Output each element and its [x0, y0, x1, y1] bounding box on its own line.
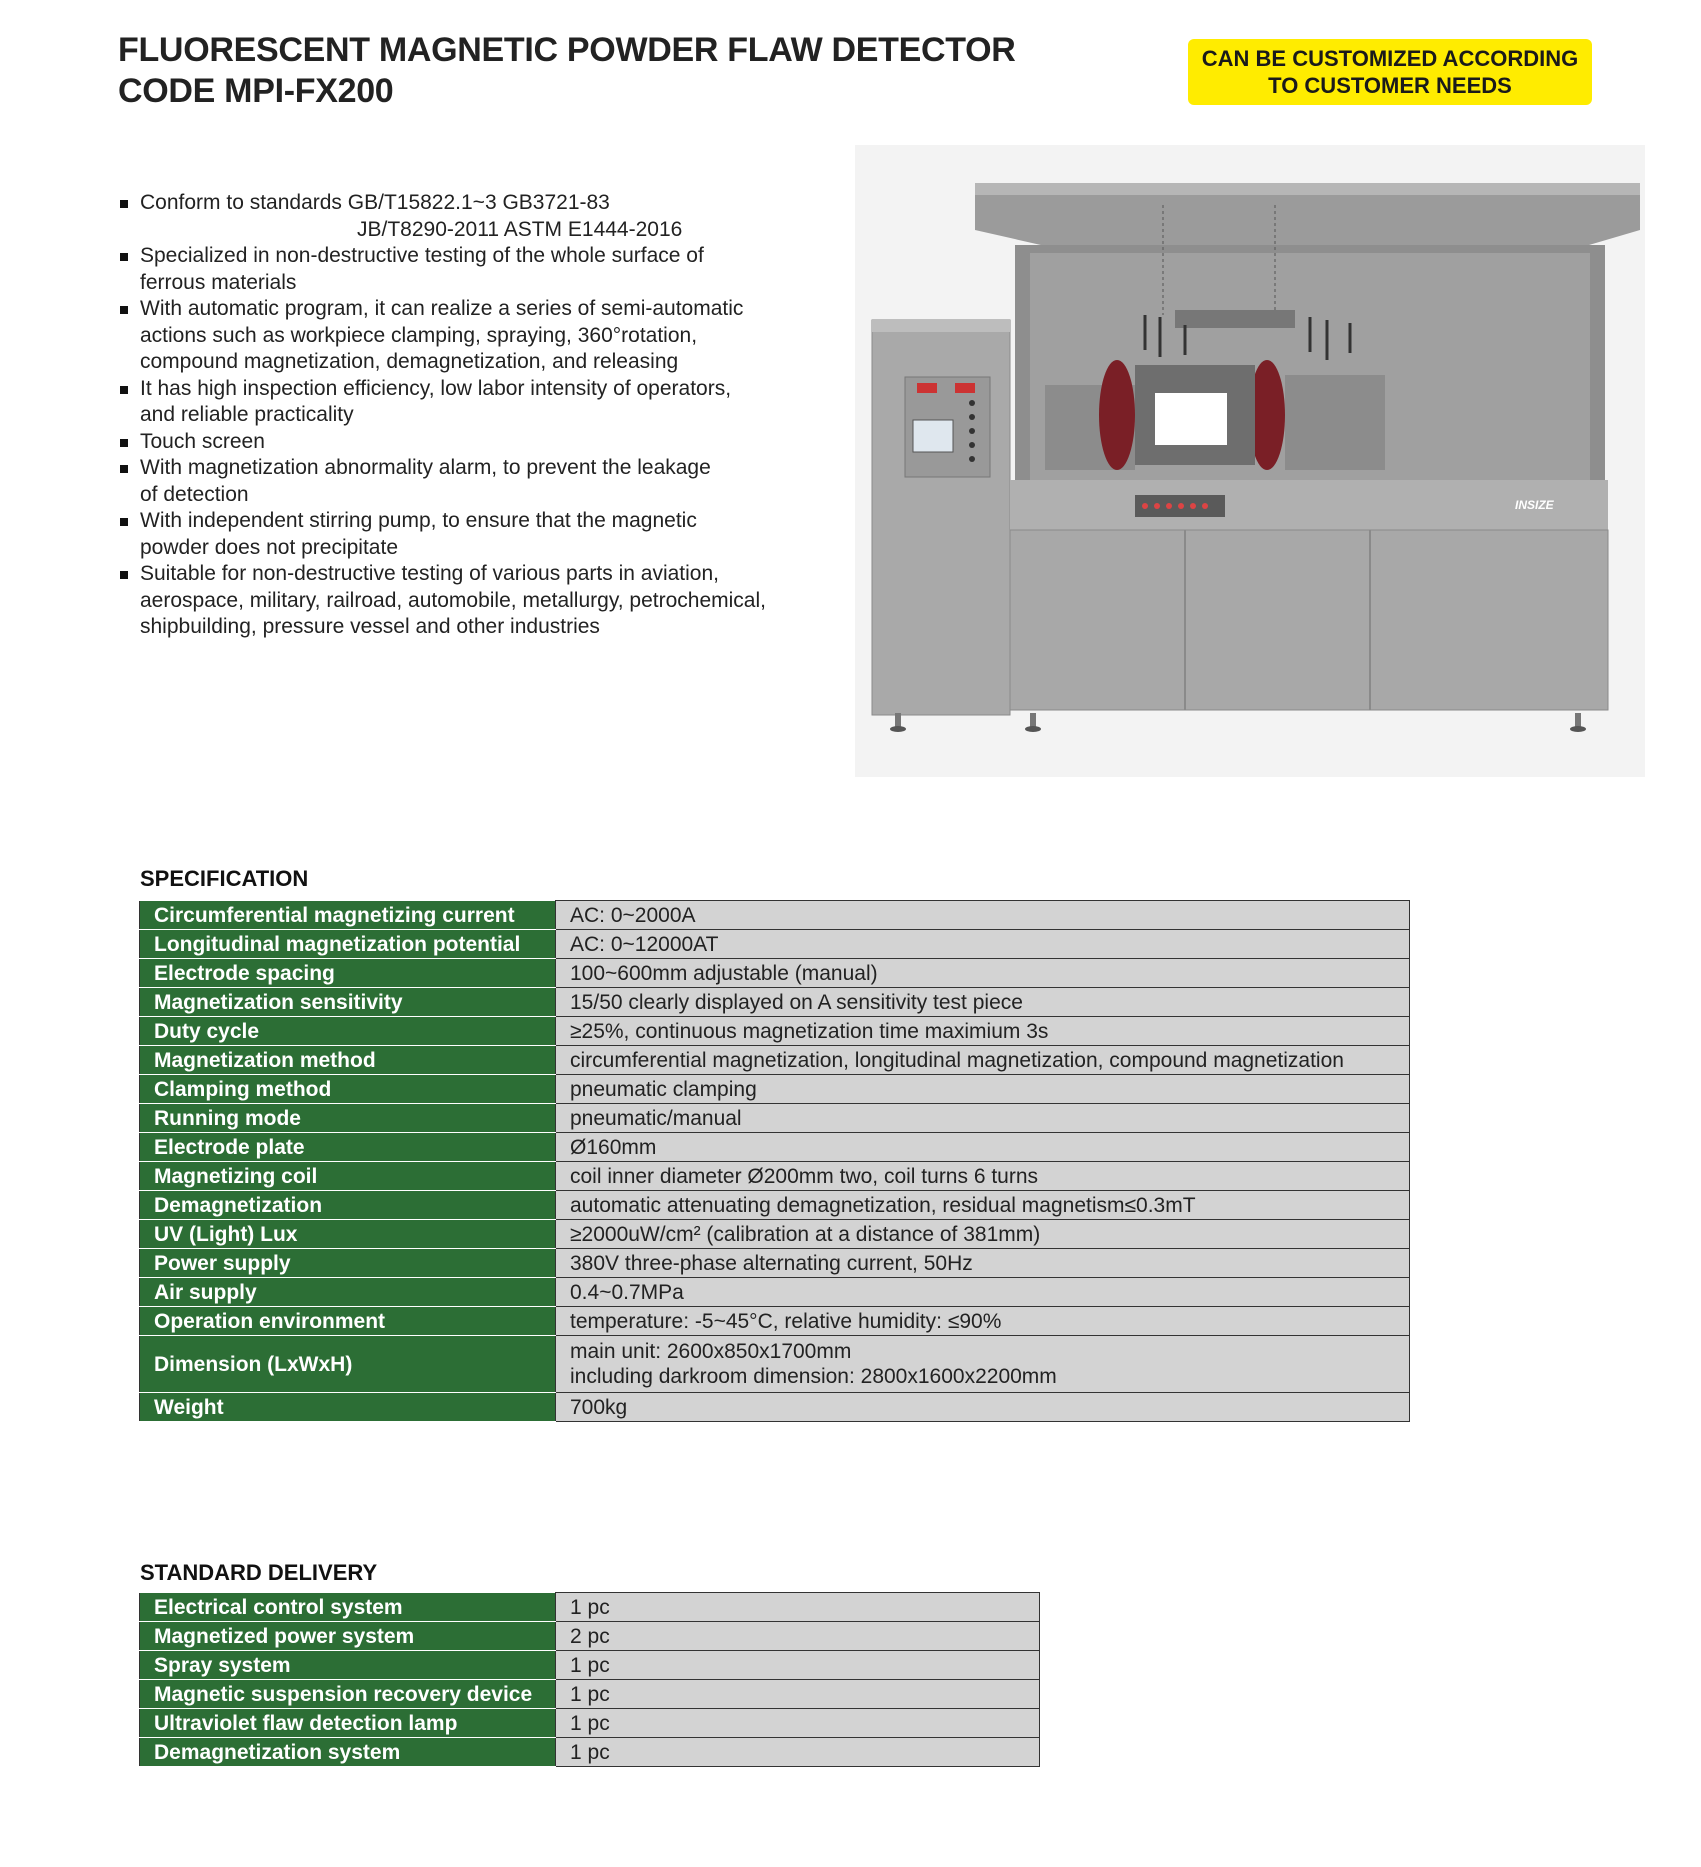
badge-line-1: CAN BE CUSTOMIZED ACCORDING	[1201, 46, 1579, 71]
feature-item	[118, 429, 818, 456]
table-row	[140, 1307, 1410, 1336]
specification-table	[139, 900, 1410, 1422]
delivery-value: 1 pc	[556, 1738, 1040, 1767]
spec-value: ≥2000uW/cm² (calibration at a distance of 381mm)	[556, 1220, 1410, 1249]
spec-label: Circumferential magnetizing current	[140, 901, 556, 930]
title-line-1: FLUORESCENT MAGNETIC POWDER FLAW DETECTOR	[118, 31, 1016, 69]
table-row	[140, 1249, 1410, 1278]
spec-label: Power supply	[140, 1249, 556, 1278]
spec-value: 100~600mm adjustable (manual)	[556, 959, 1410, 988]
delivery-value: 2 pc	[556, 1622, 1040, 1651]
feature-item	[118, 376, 818, 429]
spec-value: circumferential magnetization, longitudinal magnetization, compound magnetization	[556, 1046, 1410, 1075]
brand-logo: INSIZE	[1515, 498, 1554, 512]
feature-line: shipbuilding, pressure vessel and other industries	[140, 615, 600, 638]
spec-label: Operation environment	[140, 1307, 556, 1336]
feature-line: With magnetization abnormality alarm, to prevent the leakage	[140, 456, 711, 479]
table-row	[140, 1738, 1040, 1767]
feature-item	[118, 243, 818, 296]
table-row	[140, 1104, 1410, 1133]
table-row	[140, 1336, 1410, 1393]
feature-line: ferrous materials	[140, 270, 297, 294]
spec-label: Magnetization sensitivity	[140, 988, 556, 1017]
feature-line: actions such as workpiece clamping, spraying, 360°rotation,	[140, 323, 698, 347]
spec-value: pneumatic/manual	[556, 1104, 1410, 1133]
feature-line: Suitable for non-destructive testing of various parts in aviation,	[140, 562, 719, 585]
spec-label: Magnetizing coil	[140, 1162, 556, 1191]
spec-value-line: main unit: 2600x850x1700mm	[570, 1340, 852, 1363]
delivery-value: 1 pc	[556, 1593, 1040, 1622]
specification-title: SPECIFICATION	[140, 866, 309, 891]
feature-line: With automatic program, it can realize a series of semi-automatic	[140, 297, 744, 320]
spec-label: Weight	[140, 1393, 556, 1422]
table-row	[140, 1393, 1410, 1422]
table-row	[140, 1017, 1410, 1046]
spec-value: 0.4~0.7MPa	[556, 1278, 1410, 1307]
spec-value: AC: 0~2000A	[556, 901, 1410, 930]
customization-badge	[1188, 39, 1592, 105]
table-row	[140, 1133, 1410, 1162]
table-row	[140, 1075, 1410, 1104]
machine-photo-icon	[855, 145, 1645, 777]
table-row	[140, 959, 1410, 988]
table-row	[140, 1046, 1410, 1075]
delivery-value: 1 pc	[556, 1680, 1040, 1709]
feature-line: of detection	[140, 482, 249, 506]
table-row	[140, 1191, 1410, 1220]
delivery-label: Demagnetization system	[140, 1738, 556, 1767]
feature-item	[118, 561, 818, 641]
spec-label: Duty cycle	[140, 1017, 556, 1046]
table-row	[140, 1162, 1410, 1191]
delivery-label: Ultraviolet flaw detection lamp	[140, 1709, 556, 1738]
feature-line: Specialized in non-destructive testing of the whole surface of	[140, 244, 704, 267]
spec-value: ≥25%, continuous magnetization time maximium 3s	[556, 1017, 1410, 1046]
feature-line: JB/T8290-2011 ASTM E1444-2016	[357, 217, 683, 241]
feature-item	[118, 190, 818, 243]
spec-value: coil inner diameter Ø200mm two, coil turns 6 turns	[556, 1162, 1410, 1191]
feature-line: compound magnetization, demagnetization, and releasing	[140, 350, 679, 373]
table-row	[140, 988, 1410, 1017]
spec-label: Air supply	[140, 1278, 556, 1307]
spec-label: Dimension (LxWxH)	[140, 1336, 556, 1393]
spec-label: Longitudinal magnetization potential	[140, 930, 556, 959]
spec-value: temperature: -5~45°C, relative humidity: ≤90%	[556, 1307, 1410, 1336]
delivery-label: Spray system	[140, 1651, 556, 1680]
delivery-title: STANDARD DELIVERY	[140, 1560, 378, 1585]
spec-value: AC: 0~12000AT	[556, 930, 1410, 959]
spec-label: Magnetization method	[140, 1046, 556, 1075]
spec-label: Demagnetization	[140, 1191, 556, 1220]
delivery-table	[139, 1592, 1040, 1767]
feature-line: and reliable practicality	[140, 403, 354, 426]
delivery-value: 1 pc	[556, 1651, 1040, 1680]
feature-line: It has high inspection efficiency, low labor intensity of operators,	[140, 376, 732, 400]
table-row	[140, 1622, 1040, 1651]
spec-label: Running mode	[140, 1104, 556, 1133]
table-row	[140, 901, 1410, 930]
table-row	[140, 1680, 1040, 1709]
spec-label: Electrode plate	[140, 1133, 556, 1162]
table-row	[140, 1278, 1410, 1307]
table-row	[140, 1709, 1040, 1738]
feature-item	[118, 455, 818, 508]
feature-line: powder does not precipitate	[140, 535, 398, 559]
table-row	[140, 1651, 1040, 1680]
spec-value	[556, 1336, 1410, 1393]
spec-value: 15/50 clearly displayed on A sensitivity test piece	[556, 988, 1410, 1017]
feature-list	[118, 190, 818, 641]
delivery-value: 1 pc	[556, 1709, 1040, 1738]
page-title	[118, 30, 1016, 112]
feature-line: Touch screen	[140, 429, 265, 453]
spec-value: Ø160mm	[556, 1133, 1410, 1162]
feature-item	[118, 296, 818, 376]
feature-line: Conform to standards GB/T15822.1~3 GB3721-83	[140, 191, 610, 214]
spec-value: 700kg	[556, 1393, 1410, 1422]
delivery-label: Magnetic suspension recovery device	[140, 1680, 556, 1709]
spec-value-line: including darkroom dimension: 2800x1600x2200mm	[570, 1365, 1057, 1388]
feature-line: aerospace, military, railroad, automobile, metallurgy, petrochemical,	[140, 588, 766, 612]
title-line-2: CODE MPI-FX200	[118, 72, 394, 110]
spec-value: automatic attenuating demagnetization, residual magnetism≤0.3mT	[556, 1191, 1410, 1220]
table-row	[140, 1593, 1040, 1622]
delivery-label: Magnetized power system	[140, 1622, 556, 1651]
spec-label: UV (Light) Lux	[140, 1220, 556, 1249]
table-row	[140, 930, 1410, 959]
feature-line: With independent stirring pump, to ensure that the magnetic	[140, 509, 697, 532]
spec-label: Electrode spacing	[140, 959, 556, 988]
spec-value: pneumatic clamping	[556, 1075, 1410, 1104]
delivery-label: Electrical control system	[140, 1593, 556, 1622]
spec-value: 380V three-phase alternating current, 50Hz	[556, 1249, 1410, 1278]
feature-item	[118, 508, 818, 561]
badge-line-2: TO CUSTOMER NEEDS	[1268, 73, 1512, 98]
spec-label: Clamping method	[140, 1075, 556, 1104]
table-row	[140, 1220, 1410, 1249]
